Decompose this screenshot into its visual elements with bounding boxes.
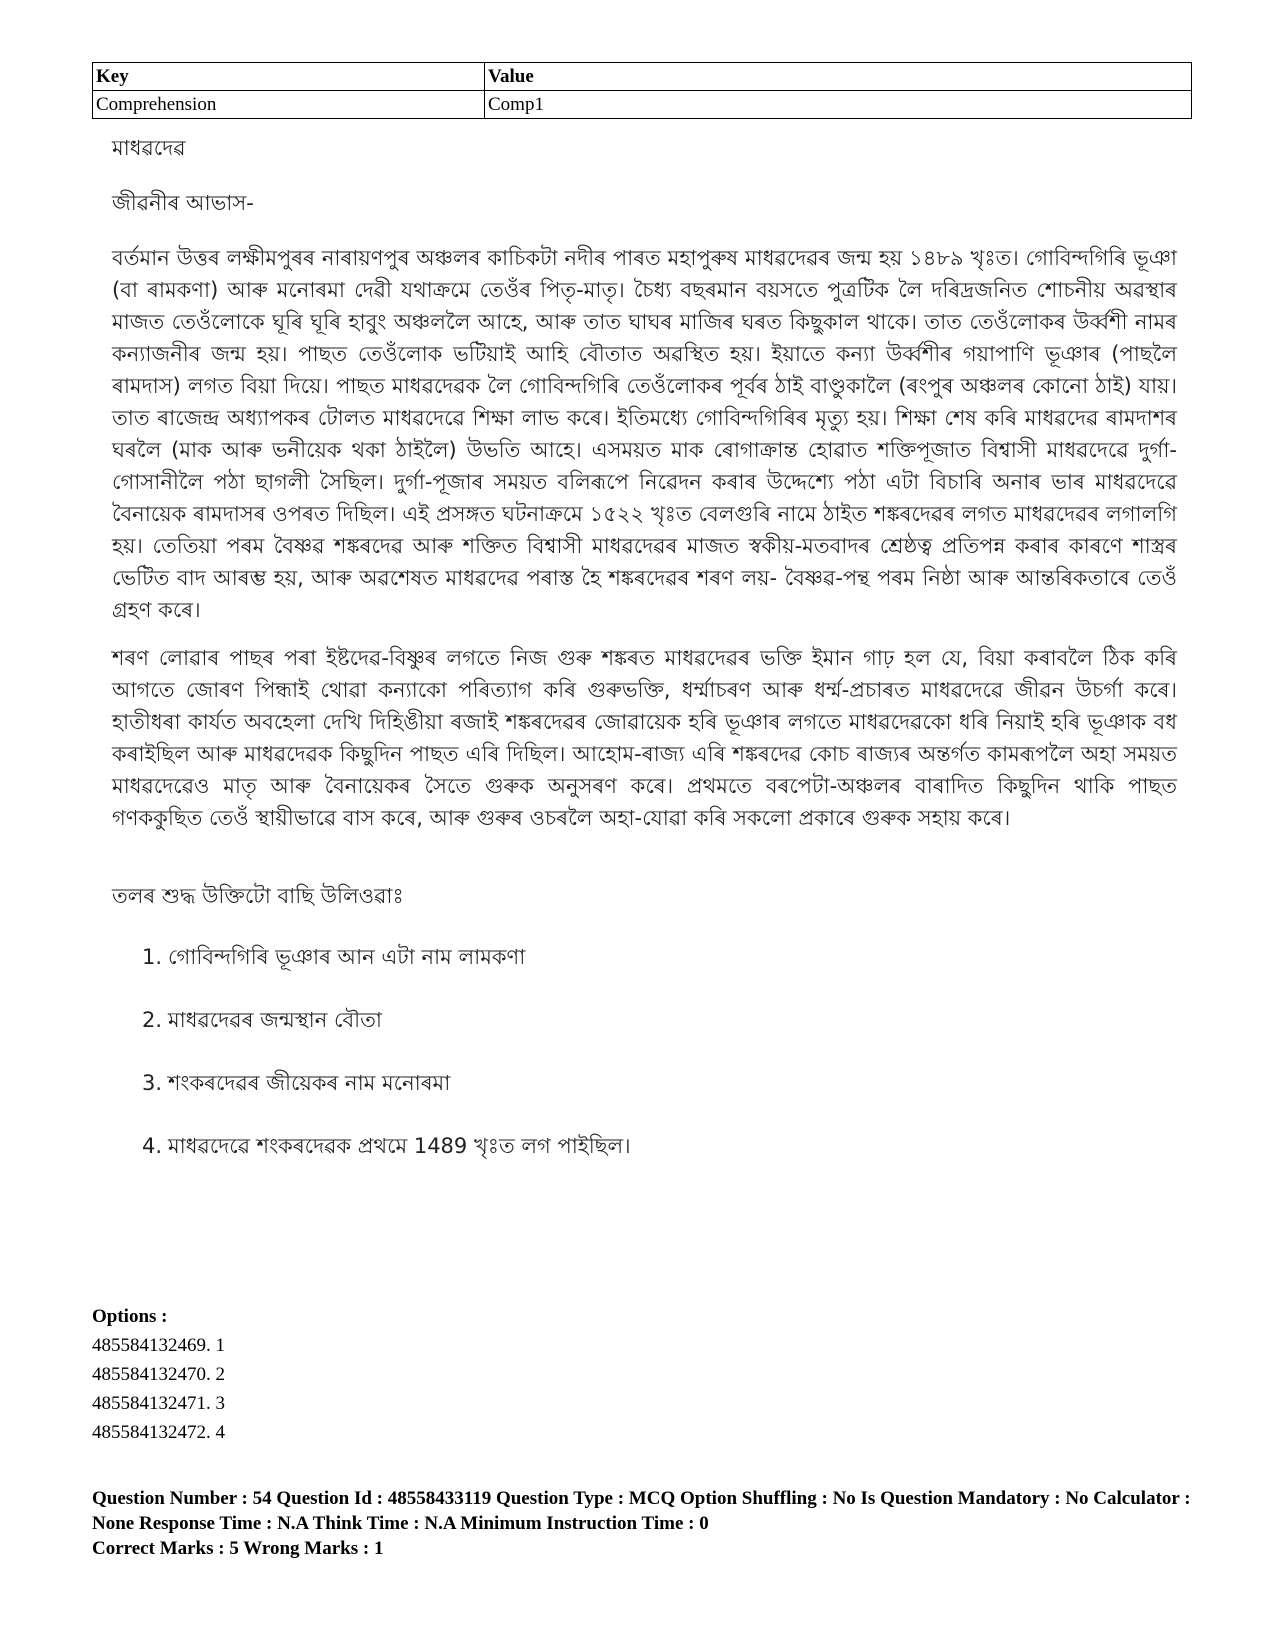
option-item: 485584132472. 4 (92, 1422, 225, 1443)
row-value-cell: Comp1 (485, 91, 1192, 119)
table-header-row (93, 63, 1192, 91)
statement-number: 2. (142, 1008, 163, 1032)
passage-heading: মাধৱদেৱ (112, 136, 186, 160)
list-item (142, 941, 1177, 976)
marks-info-line: Correct Marks : 5 Wrong Marks : 1 (92, 1538, 384, 1559)
statement-text: গোবিন্দগিৰি ভূঞাৰ আন এটা নাম লামকণা (168, 945, 526, 969)
statement-text: মাধৱদেৱে শংকৰদেৱক প্ৰথমে 1489 খৃঃত লগ পাইছিল। (168, 1134, 631, 1158)
option-item: 485584132469. 1 (92, 1335, 225, 1356)
question-metadata (92, 1486, 1202, 1561)
table-row (93, 91, 1192, 119)
row-key-cell: Comprehension (93, 91, 485, 119)
statement-text: শংকৰদেৱৰ জীয়েকৰ নাম মনোৰমা (168, 1071, 451, 1095)
passage-paragraph-2: শৰণ লোৱাৰ পাছৰ পৰা ইষ্টদেৱ-বিষ্ণুৰ লগতে নিজ গুৰু শঙ্কৰত মাধৱদেৱৰ ভক্তি ইমান গাঢ় হল যে, বিয়া কৰাবলৈ ঠিক কৰি আগতে জোৰণ পিন্ধাই থোৱা কন্যাকো পৰিত্যাগ কৰি গুৰুভক্তি, ধৰ্ম্মাচৰণ আৰু ধৰ্ম্ম-প্ৰচাৰত মাধৱদেৱে জীৱন উচৰ্গা কৰে। হাতীধৰা কাৰ্যত অবহেলা দেখি দিহিঙীয়া ৰজাই শঙ্কৰদেৱৰ জোৱায়েক হৰি ভূঞাৰ লগতে মাধৱদেৱকো ধৰি নিয়াই হৰি ভূঞাক বধ কৰাইছিল আৰু মাধৱদেৱক কিছুদিন পাছত এৰি দিছিল। আহোম-ৰাজ্য এৰি শঙ্কৰদেৱ কোচ ৰাজ্যৰ অন্তৰ্গত কামৰূপলৈ অহা সময়ত মাধৱদেৱেও মাতৃ আৰু বৈনায়েকৰ সৈতে গুৰুক অনুসৰণ কৰে। প্ৰথমতে বৰপেটা-অঞ্চলৰ বাৰাদিত কিছুদিন থাকি পাছত গণককুছিত তেওঁ স্থায়ীভাৱে বাস কৰে, আৰু গুৰুৰ ওচৰলৈ অহা-যোৱা কৰি সকলো প্ৰকাৰে গুৰুক সহায় কৰে। (112, 646, 1177, 830)
key-value-table (92, 62, 1192, 119)
question-info-line: Question Number : 54 Question Id : 48558433119 Question Type : MCQ Option Shuffling : No Is Question Mandatory : No Calculator : None Response Time : N.A Think Time : N.A Minimum Instruction Time : 0 (92, 1488, 1191, 1534)
passage-subheading: জীৱনীৰ আভাস- (112, 191, 254, 215)
statement-number: 3. (142, 1071, 163, 1095)
header-value-cell: Value (485, 63, 1192, 91)
options-block (92, 1302, 225, 1447)
list-item (142, 1067, 1177, 1102)
list-item (142, 1130, 1177, 1165)
header-key-cell: Key (93, 63, 485, 91)
option-item: 485584132470. 2 (92, 1364, 225, 1385)
statement-number: 4. (142, 1134, 163, 1158)
question-instruction: তলৰ শুদ্ধ উক্তিটো বাছি উলিওৱাঃ (112, 884, 404, 908)
options-title: Options : (92, 1306, 168, 1327)
statement-text: মাধৱদেৱৰ জন্মস্থান বৌতা (168, 1008, 383, 1032)
list-item (142, 1004, 1177, 1039)
statement-list (112, 941, 1177, 1165)
comprehension-passage (112, 132, 1177, 1193)
passage-paragraph-1: বৰ্তমান উত্তৰ লক্ষীমপুৰৰ নাৰায়ণপুৰ অঞ্চলৰ কাচিকটা নদীৰ পাৰত মহাপুৰুষ মাধৱদেৱৰ জন্ম হয় ১৪৮৯ খৃঃত। গোবিন্দগিৰি ভূঞা (বা ৰামকণা) আৰু মনোৰমা দেৱী যথাক্ৰমে তেওঁৰ পিতৃ-মাতৃ। চৈধ্য বছৰমান বয়সতে পুত্ৰটিক লৈ দৰিদ্ৰজনিত শোচনীয় অৱস্থাৰ মাজত তেওঁলোকে ঘূৰি ঘূৰি হাবুং অঞ্চললৈ আহে, আৰু তাত ঘাঘৰ মাজিৰ ঘৰত কিছুকাল থাকে। তাত তেওঁলোকৰ উৰ্ব্বশী নামৰ কন্যাজনীৰ জন্ম হয়। পাছত তেওঁলোক ভটিয়াই আহি বৌতাত অৱস্থিত হয়। ইয়াতে কন্যা উৰ্ব্বশীৰ গয়াপাণি ভূঞাৰ (পাছলৈ ৰামদাস) লগত বিয়া দিয়ে। পাছত মাধৱদেৱক লৈ গোবিন্দগিৰি তেওঁলোকৰ পূৰ্বৰ ঠাই বাণ্ডুকালৈ (ৰংপুৰ অঞ্চলৰ কোনো ঠাই) যায়। তাত ৰাজেন্দ্ৰ অধ্যাপকৰ টোলত মাধৱদেৱে শিক্ষা লাভ কৰে। ইতিমধ্যে গোবিন্দগিৰিৰ মৃত্যু হয়। শিক্ষা শেষ কৰি মাধৱদেৱ ৰামদাশৰ ঘৰলৈ (মাক আৰু ভনীয়েক থকা ঠাইলৈ) উভতি আহে। এসময়ত মাক ৰোগাক্ৰান্ত হোৱাত শক্তিপূজাত বিশ্বাসী মাধৱদেৱে দুৰ্গা-গোসানীলৈ পঠা ছাগলী সৈছিল। দুৰ্গা-পূজাৰ সময়ত বলিৰূপে নিৱেদন কৰাৰ উদ্দেশ্যে পঠা এটা বিচাৰি অনাৰ ভাৰ মাধৱদেৱে বৈনায়েক ৰামদাসৰ ওপৰত দিছিল। এই প্ৰসঙ্গত ঘটনাক্ৰমে ১৫২২ খৃঃত বেলগুৰি নামে ঠাইত শঙ্কৰদেৱৰ লগত মাধৱদেৱৰ লগালগি হয়। তেতিয়া পৰম বৈষ্ণৱ শঙ্কৰদেৱ আৰু শক্তিত বিশ্বাসী মাধৱদেৱৰ মাজত স্বকীয়-মতবাদৰ শ্ৰেষ্ঠত্ব প্ৰতিপন্ন কৰাৰ কাৰণে শাস্ত্ৰৰ ভেটিত বাদ আৰম্ভ হয়, আৰু অৱশেষত মাধৱদেৱ পৰাস্ত হৈ শঙ্কৰদেৱৰ শৰণ লয়- বৈষ্ণৱ-পন্থ পৰম নিষ্ঠা আৰু আন্তৰিকতাৰে তেওঁ গ্ৰহণ কৰে। (112, 246, 1177, 622)
statement-number: 1. (142, 945, 163, 969)
option-item: 485584132471. 3 (92, 1393, 225, 1414)
